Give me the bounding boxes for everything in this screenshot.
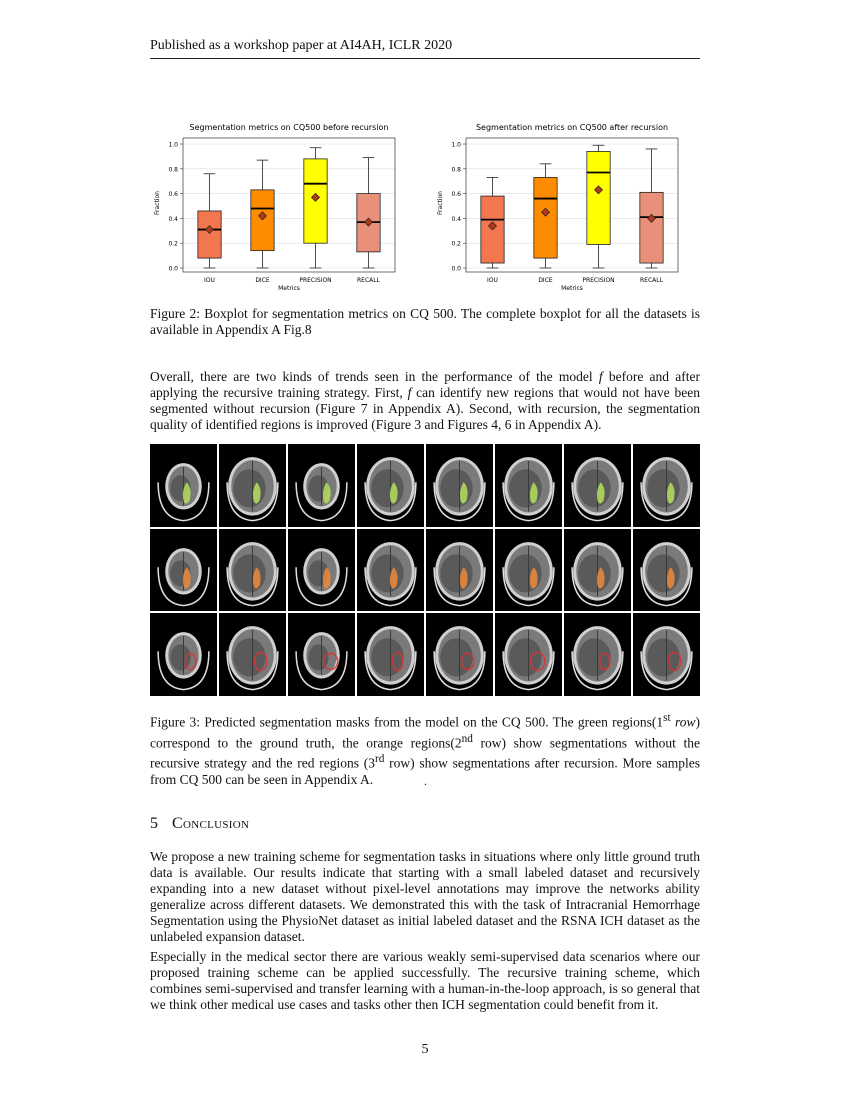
- ct-slice-after-recursion: [564, 613, 631, 696]
- chart-title: Segmentation metrics on CQ500 before recursion: [189, 123, 389, 132]
- x-tick-label: PRECISION: [582, 277, 615, 284]
- ct-slice-ground-truth: [633, 444, 700, 527]
- x-axis-label: Metrics: [278, 285, 300, 292]
- box-iou: [198, 211, 221, 258]
- conclusion-paragraph-1: We propose a new training scheme for segmentation tasks in situations where only little ground truth data is available. Our results indicate that starting with a small labeled dataset and recursively expanding into a new dataset without pixel-level annotations may improve the networks ability generalize across different datasets. We demonstrated this with the task of Intracranial Hemorrhage Segmentation using the PhysioNet dataset as initial labeled dataset and the RSNA ICH dataset as the unlabeled expansion dataset.: [150, 849, 700, 944]
- chart-title: Segmentation metrics on CQ500 after recursion: [475, 123, 669, 132]
- box-precision: [587, 151, 610, 244]
- figure-2-caption: Figure 2: Boxplot for segmentation metrics on CQ 500. The complete boxplot for all the datasets is available in Appendix A Fig.8: [150, 306, 700, 337]
- y-tick-label: 0.8: [168, 166, 178, 174]
- box-recall: [640, 192, 663, 263]
- ct-slice-without-recursion: [633, 529, 700, 612]
- ct-slice-after-recursion: [150, 613, 217, 696]
- y-tick-label: 0.2: [451, 240, 461, 248]
- x-tick-label: RECALL: [357, 277, 380, 284]
- paragraph-trends: [150, 369, 700, 433]
- superscript-nd: nd: [461, 732, 473, 745]
- ct-slice-without-recursion: [564, 529, 631, 612]
- ct-slice-without-recursion: [150, 529, 217, 612]
- y-tick-label: 0.6: [168, 191, 178, 199]
- ct-slice-after-recursion: [219, 613, 286, 696]
- row-italic: row: [670, 714, 696, 730]
- ct-slice-after-recursion: [495, 613, 562, 696]
- conclusion-paragraph-2: Especially in the medical sector there are various weakly semi-supervised data scenarios where our proposed training scheme can be applied successfully. The recursive training scheme, which combines semi-supervised and transfer learning with a human-in-the-loop approach, is so general that we think other medical use cases and tasks other then ICH segmentation could benefit from it.: [150, 949, 700, 1012]
- ct-slice-without-recursion: [288, 529, 355, 612]
- y-axis-label: Fraction: [437, 191, 444, 215]
- x-tick-label: PRECISION: [299, 277, 332, 284]
- box-dice: [534, 177, 557, 258]
- figure-3-caption-text-4: row) show segmentations after recursion. More samples from CQ 500 can be seen in Appendix A.: [150, 755, 701, 787]
- x-tick-label: DICE: [538, 277, 553, 284]
- y-tick-label: 0.6: [451, 191, 461, 199]
- ct-slice-ground-truth: [219, 444, 286, 527]
- paragraph-trends-text-2: before and after applying the recursive training strategy. First,: [150, 369, 700, 400]
- boxplot-after-recursion: [428, 118, 688, 298]
- y-tick-label: 0.0: [451, 265, 461, 273]
- ct-slice-after-recursion: [426, 613, 493, 696]
- y-tick-label: 0.0: [168, 265, 178, 273]
- y-tick-label: 1.0: [168, 141, 178, 149]
- ct-slice-ground-truth: [150, 444, 217, 527]
- ct-slice-after-recursion: [288, 613, 355, 696]
- figure-3-caption-text-1: Figure 3: Predicted segmentation masks from the model on the CQ 500. The green regions(1: [150, 714, 664, 730]
- ct-slice-without-recursion: [219, 529, 286, 612]
- ct-slice-ground-truth: [495, 444, 562, 527]
- ct-slice-ground-truth: [357, 444, 424, 527]
- ct-slice-ground-truth: [426, 444, 493, 527]
- model-f-symbol: f: [407, 385, 412, 400]
- ct-slice-ground-truth: [564, 444, 631, 527]
- section-heading-conclusion: [150, 815, 249, 833]
- ct-slice-after-recursion: [633, 613, 700, 696]
- boxplot-after-svg: [428, 118, 688, 298]
- model-f-symbol: f: [598, 369, 603, 384]
- y-tick-label: 0.4: [168, 215, 178, 223]
- ct-slice-without-recursion: [495, 529, 562, 612]
- ct-slice-without-recursion: [357, 529, 424, 612]
- ct-slice-ground-truth: [288, 444, 355, 527]
- paragraph-trends-text-3: can identify new regions that would not have been segmented without recursion (Figure 7 in Appendix A). Second, with recursion, the segmentation quality of identified regions is improved (Figure 3 and Figures 4, 6 in Appendix A).: [150, 385, 700, 432]
- paragraph-trends-text-1: Overall, there are two kinds of trends seen in the performance of the model: [150, 369, 599, 384]
- x-axis-label: Metrics: [561, 285, 583, 292]
- stray-dot: .: [424, 774, 427, 788]
- boxplot-before-svg: [145, 118, 405, 298]
- x-tick-label: RECALL: [640, 277, 663, 284]
- y-axis-label: Fraction: [154, 191, 161, 215]
- x-tick-label: DICE: [255, 277, 270, 284]
- superscript-st: st: [663, 712, 671, 724]
- page-number: 5: [421, 1042, 429, 1057]
- y-tick-label: 0.2: [168, 240, 178, 248]
- boxplot-before-recursion: [145, 118, 405, 298]
- superscript-rd: rd: [375, 753, 385, 765]
- y-tick-label: 1.0: [451, 141, 461, 149]
- ct-slice-without-recursion: [426, 529, 493, 612]
- page-header: Published as a workshop paper at AI4AH, ICLR 2020: [150, 38, 700, 59]
- y-tick-label: 0.4: [451, 215, 461, 223]
- section-title: Conclusion: [172, 815, 250, 832]
- y-tick-label: 0.8: [451, 166, 461, 174]
- ct-slice-after-recursion: [357, 613, 424, 696]
- segmentation-mask-grid: [150, 444, 700, 696]
- figure-3-caption-text-3: row) show segmentations without the recursive strategy and the red regions (3: [150, 735, 700, 771]
- x-tick-label: IOU: [204, 277, 215, 284]
- figure-3-caption-text-2: ) correspond to the ground truth, the orange regions(2: [150, 714, 700, 750]
- x-tick-label: IOU: [487, 277, 498, 284]
- section-number: 5: [150, 815, 158, 832]
